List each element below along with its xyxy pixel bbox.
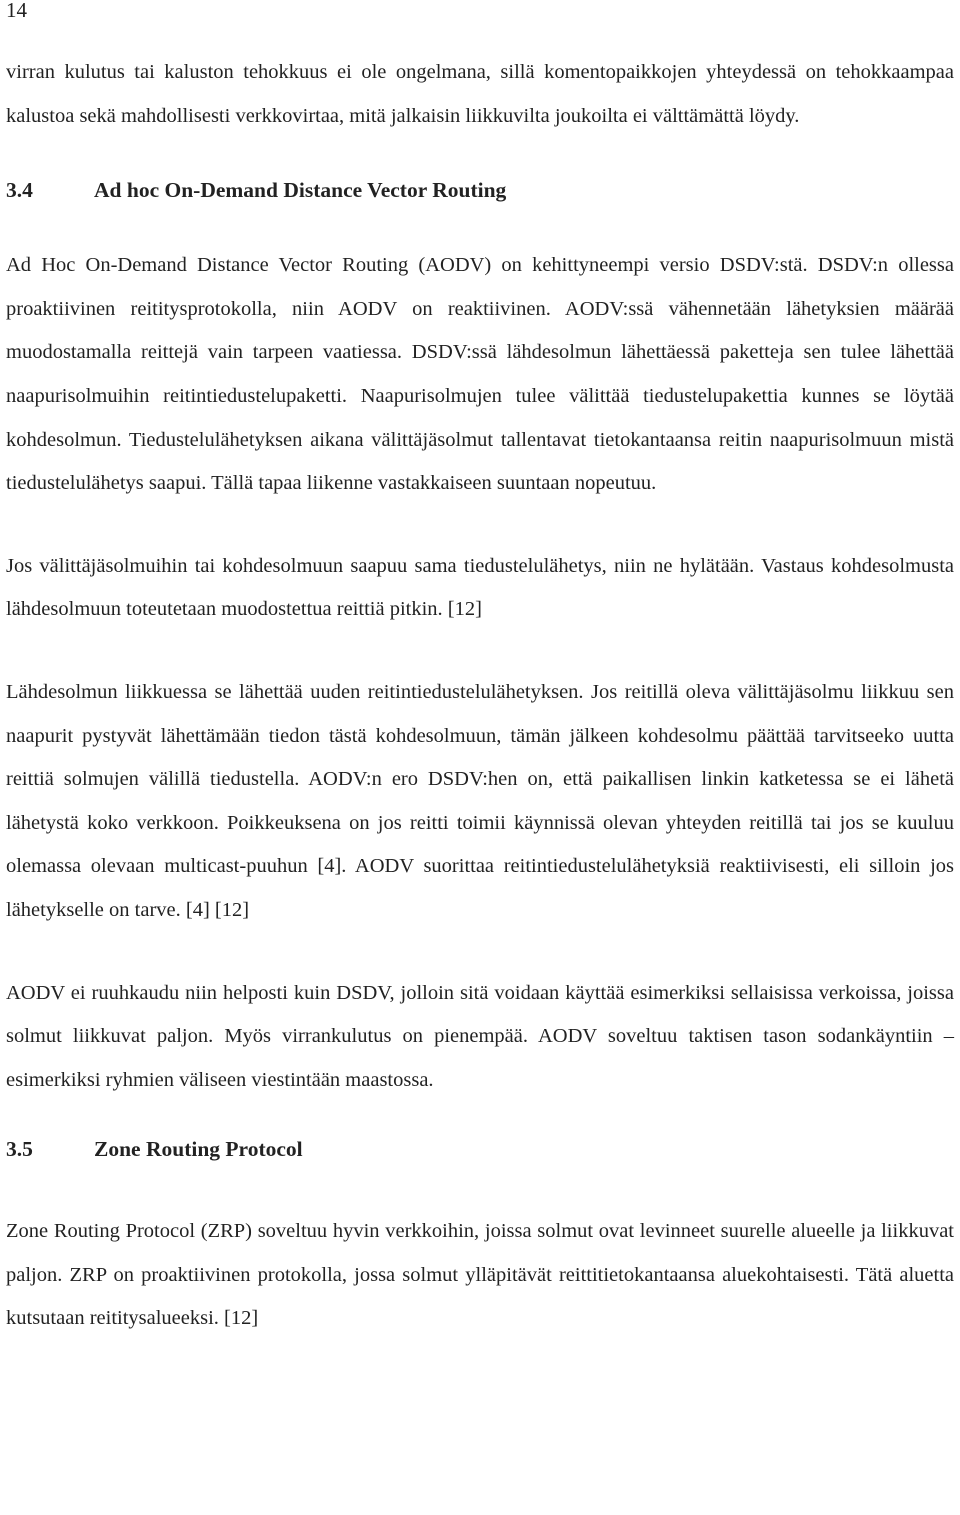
section-title: Ad hoc On-Demand Distance Vector Routing — [94, 178, 507, 203]
section-heading-3-4 — [6, 176, 954, 204]
paragraph-aodv-usage: AODV ei ruuhkaudu niin helposti kuin DSDV, jolloin sitä voidaan käyttää esimerkiksi sellaisissa verkoissa, joissa solmut liikkuvat paljon. Myös virrankulutus on pienempää. AODV soveltuu taktisen tason sodankäyntiin – esimerkiksi ryhmien väliseen viestintään maastossa. — [6, 981, 954, 1091]
paragraph-aodv-mobility: Lähdesolmun liikkuessa se lähettää uuden reitintiedustelulähetyksen. Jos reitillä oleva välittäjäsolmu liikkuu sen naapurit pystyvät lähettämään tiedon tästä kohdesolmuun, tämän jälkeen kohdesolmu päättää tarvitseeko uutta reittiä solmujen välillä tiedustella. AODV:n ero DSDV:hen on, että paikallisen linkin katketessa se ei lähetä lähetystä koko verkkoon. Poikkeuksena on jos reitti toimii käynnissä olevan yhteyden reitillä tai jos se kuuluu olemassa olevaan multicast-puuhun [4]. AODV suorittaa reitintiedustelulähetyksiä reaktiivisesti, eli silloin jos lähetykselle on tarve. [4] [12] — [6, 680, 954, 921]
section-heading-3-5 — [6, 1135, 954, 1163]
page-number: 14 — [6, 0, 27, 22]
paragraph-intro: virran kulutus tai kaluston tehokkuus ei ole ongelmana, sillä komentopaikkojen yhteydessä on tehokkaampaa kalustoa sekä mahdollisesti verkkovirtaa, mitä jalkaisin liikkuvilta joukoilta ei välttämättä löydy. — [6, 61, 954, 127]
section-title: Zone Routing Protocol — [94, 1137, 303, 1162]
paragraph-aodv-duplicates: Jos välittäjäsolmuihin tai kohdesolmuun saapuu sama tiedustelulähetys, niin ne hylätään. Vastaus kohdesolmusta lähdesolmuun toteutetaan muodostettua reittiä pitkin. [12] — [6, 554, 954, 621]
document-body — [6, 51, 954, 1341]
paragraph-zrp: Zone Routing Protocol (ZRP) soveltuu hyvin verkkoihin, joissa solmut ovat levinneet suurelle alueelle ja liikkuvat paljon. ZRP on proaktiivinen protokolla, jossa solmut ylläpitävät reittitietokantaansa aluekohtaisesti. Tätä aluetta kutsutaan reititysalueeksi. [12] — [6, 1220, 954, 1330]
section-number: 3.4 — [6, 178, 33, 203]
section-number: 3.5 — [6, 1137, 33, 1162]
paragraph-aodv-overview: Ad Hoc On-Demand Distance Vector Routing (AODV) on kehittyneempi versio DSDV:stä. DSDV:n ollessa proaktiivinen reititysprotokolla, niin AODV on reaktiivinen. AODV:ssä vähennetään lähetyksien määrää muodostamalla reittejä vain tarpeen vaatiessa. DSDV:ssä lähdesolmun lähettäessä paketteja sen tulee lähettää naapurisolmuihin reitintiedustelupaketti. Naapurisolmujen tulee välittää tiedustelupakettia kunnes se löytää kohdesolmun. Tiedustelulähetyksen aikana välittäjäsolmut tallentavat tietokantaansa reitin naapurisolmuun mistä tiedustelulähetys saapui. Tällä tapaa liikenne vastakkaiseen suuntaan nopeutuu. — [6, 254, 954, 495]
